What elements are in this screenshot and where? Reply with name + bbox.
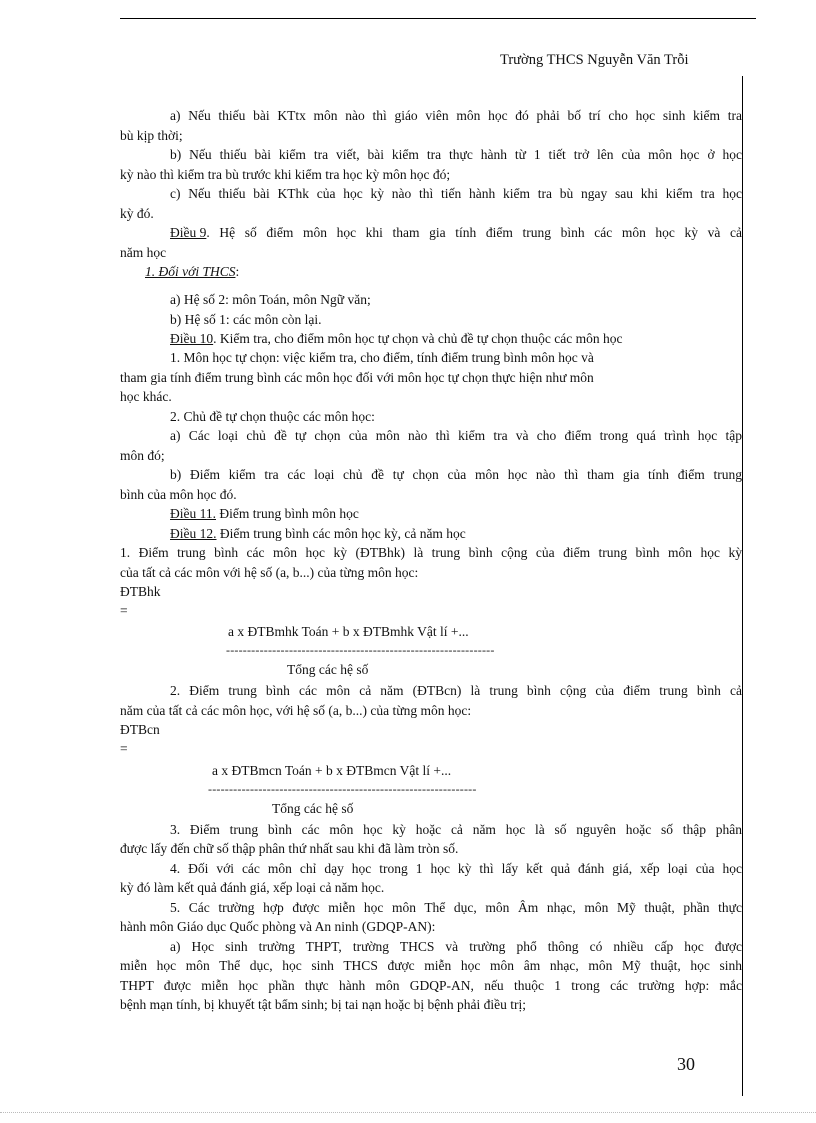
text-line: hành môn Giáo dục Quốc phòng và An ninh (GDQP-AN): [120, 919, 436, 934]
text-line: c) Nếu thiếu bài KThk của học kỳ nào thì tiến hành kiểm tra bù ngay sau khi kiểm tra học [170, 186, 742, 201]
article-9-label: Điều 9 [170, 225, 207, 240]
text-line: a) Hệ số 2: môn Toán, môn Ngữ văn; [170, 292, 371, 307]
formula-1-numerator: a x ĐTBmhk Toán + b x ĐTBmhk Vật lí +... [228, 624, 469, 639]
article-11-text: Điểm trung bình môn học [216, 506, 359, 521]
text-line: của tất cả các môn với hệ số (a, b...) của từng môn học: [120, 565, 419, 580]
text-line: miễn học môn Thể dục, học sinh THCS được miễn học môn âm nhạc, môn Mỹ thuật, học sinh [120, 958, 742, 973]
formula-1-bar: ---------------------------------------------------------------- [226, 643, 495, 657]
article-9-heading [170, 225, 742, 241]
text-line: b) Hệ số 1: các môn còn lại. [170, 312, 322, 327]
section-thcs-label: 1. Đối với THCS [145, 264, 236, 279]
text-line: kỳ đó. [120, 206, 154, 221]
text-line: học khác. [120, 389, 172, 404]
text-line: 1. Môn học tự chọn: việc kiểm tra, cho điểm, tính điểm trung bình môn học và [170, 350, 594, 365]
text-line: năm học [120, 245, 167, 260]
text-line: tham gia tính điểm trung bình các môn học đối với môn học tự chọn thực hiện như môn [120, 370, 594, 385]
text-line: 3. Điểm trung bình các môn học kỳ hoặc cả năm học là số nguyên hoặc số thập phân [170, 822, 742, 837]
text-line: bình của môn học đó. [120, 487, 237, 502]
text-line: kỳ nào thì kiểm tra bù trước khi kiểm tra học kỳ môn học đó; [120, 167, 451, 182]
text-line: ĐTBhk [120, 584, 161, 599]
text-line: a) Học sinh trường THPT, trường THCS và trường phổ thông có nhiều cấp học được [170, 939, 742, 954]
text-line: = [120, 603, 128, 618]
text-line: THPT được miễn học phần thực hành môn GDQP-AN, nếu thuộc 1 trong các trường hợp: mắc [120, 978, 742, 993]
right-margin-line [742, 76, 743, 1096]
text-line: năm của tất cả các môn học, với hệ số (a, b...) của từng môn học: [120, 703, 472, 718]
text-line: b) Điểm kiểm tra các loại chủ đề tự chọn của môn học nào thì tham gia tính điểm trung [170, 467, 742, 482]
article-9-text: . Hệ số điểm môn học khi tham gia tính điểm trung bình các môn học kỳ và cả [206, 225, 742, 240]
text-line: kỳ đó làm kết quả đánh giá, xếp loại cả năm học. [120, 880, 385, 895]
text-line: b) Nếu thiếu bài kiểm tra viết, bài kiểm tra thực hành từ 1 tiết trở lên của môn học ở học [170, 147, 742, 162]
formula-2-numerator: a x ĐTBmcn Toán + b x ĐTBmcn Vật lí +... [212, 763, 452, 778]
article-10-label: Điều 10 [170, 331, 214, 346]
text-line: ĐTBcn [120, 722, 160, 737]
section-colon: : [235, 264, 240, 279]
page-number: 30 [677, 1054, 695, 1074]
article-11-label: Điều 11. [170, 506, 216, 521]
article-10-text: . Kiểm tra, cho điểm môn học tự chọn và chủ đề tự chọn thuộc các môn học [213, 331, 623, 346]
article-12-text: Điểm trung bình các môn học kỳ, cả năm học [216, 526, 466, 541]
article-11-heading [170, 506, 359, 522]
text-line: = [120, 741, 128, 756]
text-line: bệnh mạn tính, bị khuyết tật bẩm sinh; bị tai nạn hoặc bị bệnh phải điều trị; [120, 997, 527, 1012]
text-line: được lấy đến chữ số thập phân thứ nhất sau khi đã làm tròn số. [120, 841, 459, 856]
bottom-dotted-rule [0, 1112, 816, 1113]
text-line: môn đó; [120, 448, 165, 463]
text-line: 4. Đối với các môn chỉ dạy học trong 1 học kỳ thì lấy kết quả đánh giá, xếp loại của học [170, 861, 742, 876]
formula-1-denominator: Tổng các hệ số [287, 662, 369, 677]
text-line: a) Các loại chủ đề tự chọn của môn nào thì kiểm tra và cho điểm trong quá trình học tập [170, 428, 742, 443]
text-line: 5. Các trường hợp được miễn học môn Thể dục, môn Âm nhạc, môn Mỹ thuật, phần thực [170, 900, 742, 915]
formula-2-bar: ---------------------------------------------------------------- [208, 782, 477, 796]
text-line: 2. Chủ đề tự chọn thuộc các môn học: [170, 409, 375, 424]
section-thcs-heading [145, 264, 239, 280]
article-12-label: Điều 12. [170, 526, 217, 541]
article-12-heading [170, 526, 466, 542]
article-10-heading [170, 331, 623, 347]
text-line: 1. Điểm trung bình các môn học kỳ (ĐTBhk) là trung bình cộng của điểm trung bình môn học kỳ [120, 545, 742, 560]
formula-2-denominator: Tổng các hệ số [272, 801, 354, 816]
header-rule [120, 18, 756, 19]
text-line: 2. Điểm trung bình các môn cả năm (ĐTBcn) là trung bình cộng của điểm trung bình cả [170, 683, 742, 698]
text-line: bù kịp thời; [120, 128, 183, 143]
header-school-name: Trường THCS Nguyễn Văn Trỗi [500, 52, 689, 68]
text-line: a) Nếu thiếu bài KTtx môn nào thì giáo viên môn học đó phải bố trí cho học sinh kiểm tra [170, 108, 742, 123]
